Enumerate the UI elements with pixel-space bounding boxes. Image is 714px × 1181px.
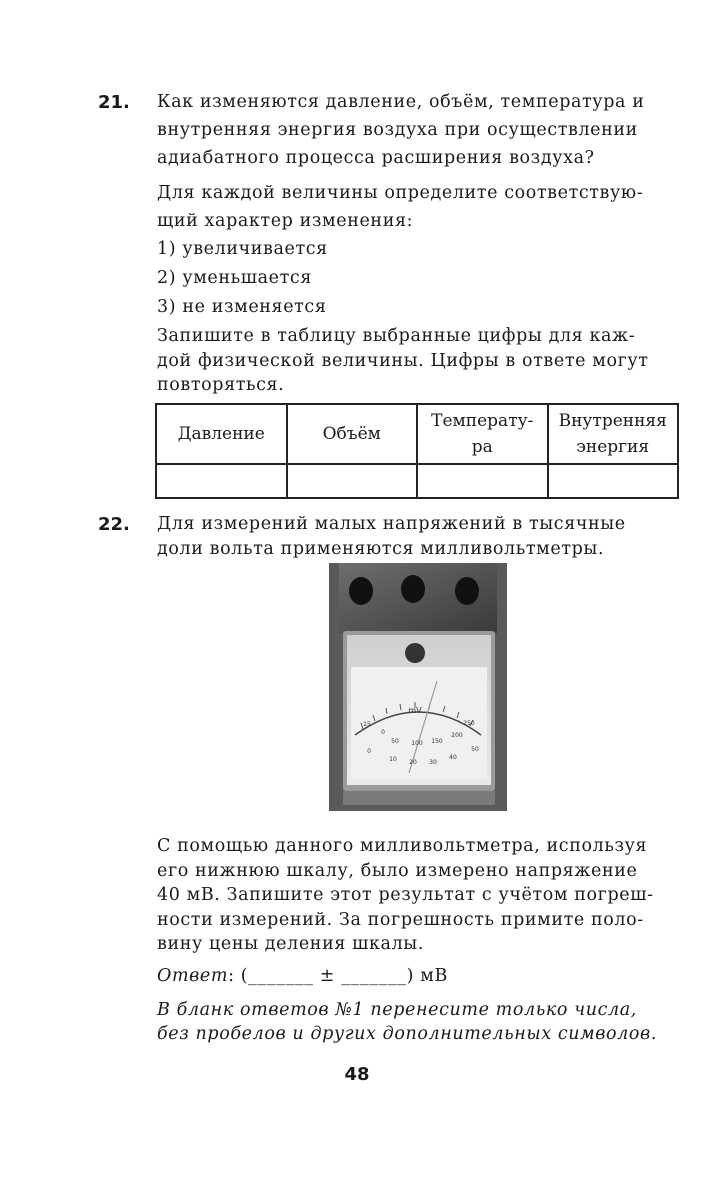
answer-line bbox=[157, 966, 448, 986]
page-number: 48 bbox=[344, 1064, 370, 1085]
lower-scale-label: 10 bbox=[389, 756, 397, 763]
body-line-5: вину цены деления шкалы. bbox=[157, 934, 424, 954]
body-line-2: его нижнюю шкалу, было измерено напряжение bbox=[157, 861, 638, 881]
option-3: 3) не изменяется bbox=[157, 297, 327, 317]
question-22-intro-line-1: Для измерений малых напряжений в тысячные bbox=[157, 514, 626, 534]
question-21-number: 21. bbox=[98, 92, 130, 113]
body-line-1: С помощью данного милливольтметра, используя bbox=[157, 836, 648, 856]
transfer-line-1: В бланк ответов №1 перенесите только числа, bbox=[157, 1000, 637, 1020]
question-21-line-1: Как изменяются давление, объём, температура и bbox=[157, 92, 645, 112]
instruction-line-2: щий характер изменения: bbox=[157, 211, 414, 231]
question-22-intro-line-2: доли вольта применяются милливольтметры. bbox=[157, 539, 605, 559]
mid-scale-label: 200 bbox=[451, 732, 463, 739]
question-21-line-2: внутренняя энергия воздуха при осуществлении bbox=[157, 120, 638, 140]
lower-scale-label: 20 bbox=[409, 759, 417, 766]
instruction-line-1: Для каждой величины определите соответствую- bbox=[157, 183, 644, 203]
header-internal-energy: Внутренняя энергия bbox=[548, 404, 679, 464]
zero-adjust-icon bbox=[405, 643, 425, 663]
answer-label: Ответ bbox=[157, 966, 229, 986]
note-line-1: Запишите в таблицу выбранные цифры для каж- bbox=[157, 326, 636, 346]
answer-table bbox=[155, 403, 679, 499]
answer-cell-volume[interactable] bbox=[287, 464, 418, 498]
mid-scale-label: 50 bbox=[391, 738, 399, 745]
question-22-number: 22. bbox=[98, 514, 130, 535]
answer-cell-temperature[interactable] bbox=[417, 464, 548, 498]
header-pressure: Давление bbox=[156, 404, 287, 464]
option-1: 1) увеличивается bbox=[157, 239, 328, 259]
note-line-3: повторяться. bbox=[157, 375, 285, 395]
terminal-middle-icon bbox=[401, 575, 425, 603]
terminal-right-icon bbox=[455, 577, 479, 605]
millivoltmeter-photo bbox=[329, 563, 507, 811]
lower-scale-label: 30 bbox=[429, 759, 437, 766]
upper-scale-label: 250 bbox=[463, 720, 475, 727]
answer-blanks[interactable]: : (_______ ± _______) мВ bbox=[228, 966, 448, 986]
answer-cell-pressure[interactable] bbox=[156, 464, 287, 498]
meter-base bbox=[343, 791, 495, 805]
table-answer-row bbox=[156, 464, 678, 498]
table-header-row bbox=[156, 404, 678, 464]
transfer-line-2: без пробелов и других дополнительных символов. bbox=[157, 1024, 657, 1044]
body-line-4: ности измерений. За погрешность примите поло- bbox=[157, 910, 644, 930]
body-line-3: 40 мВ. Запишите этот результат с учётом погреш- bbox=[157, 885, 654, 905]
lower-scale-label: 50 bbox=[471, 746, 479, 753]
mid-scale-label: 150 bbox=[431, 738, 443, 745]
header-volume: Объём bbox=[287, 404, 418, 464]
lower-scale-label: 40 bbox=[449, 754, 457, 761]
mid-scale-label: 100 bbox=[411, 740, 423, 747]
question-21-line-3: адиабатного процесса расширения воздуха? bbox=[157, 148, 595, 168]
option-2: 2) уменьшается bbox=[157, 268, 312, 288]
upper-scale-label: 15 bbox=[363, 721, 371, 728]
answer-cell-internal-energy[interactable] bbox=[548, 464, 679, 498]
terminal-left-icon bbox=[349, 577, 373, 605]
meter-unit-label: mV bbox=[408, 706, 422, 715]
note-line-2: дой физической величины. Цифры в ответе могут bbox=[157, 351, 649, 371]
lower-scale-label: 0 bbox=[367, 748, 371, 755]
upper-scale-label: 0 bbox=[381, 729, 385, 736]
header-temperature: Температу- ра bbox=[417, 404, 548, 464]
